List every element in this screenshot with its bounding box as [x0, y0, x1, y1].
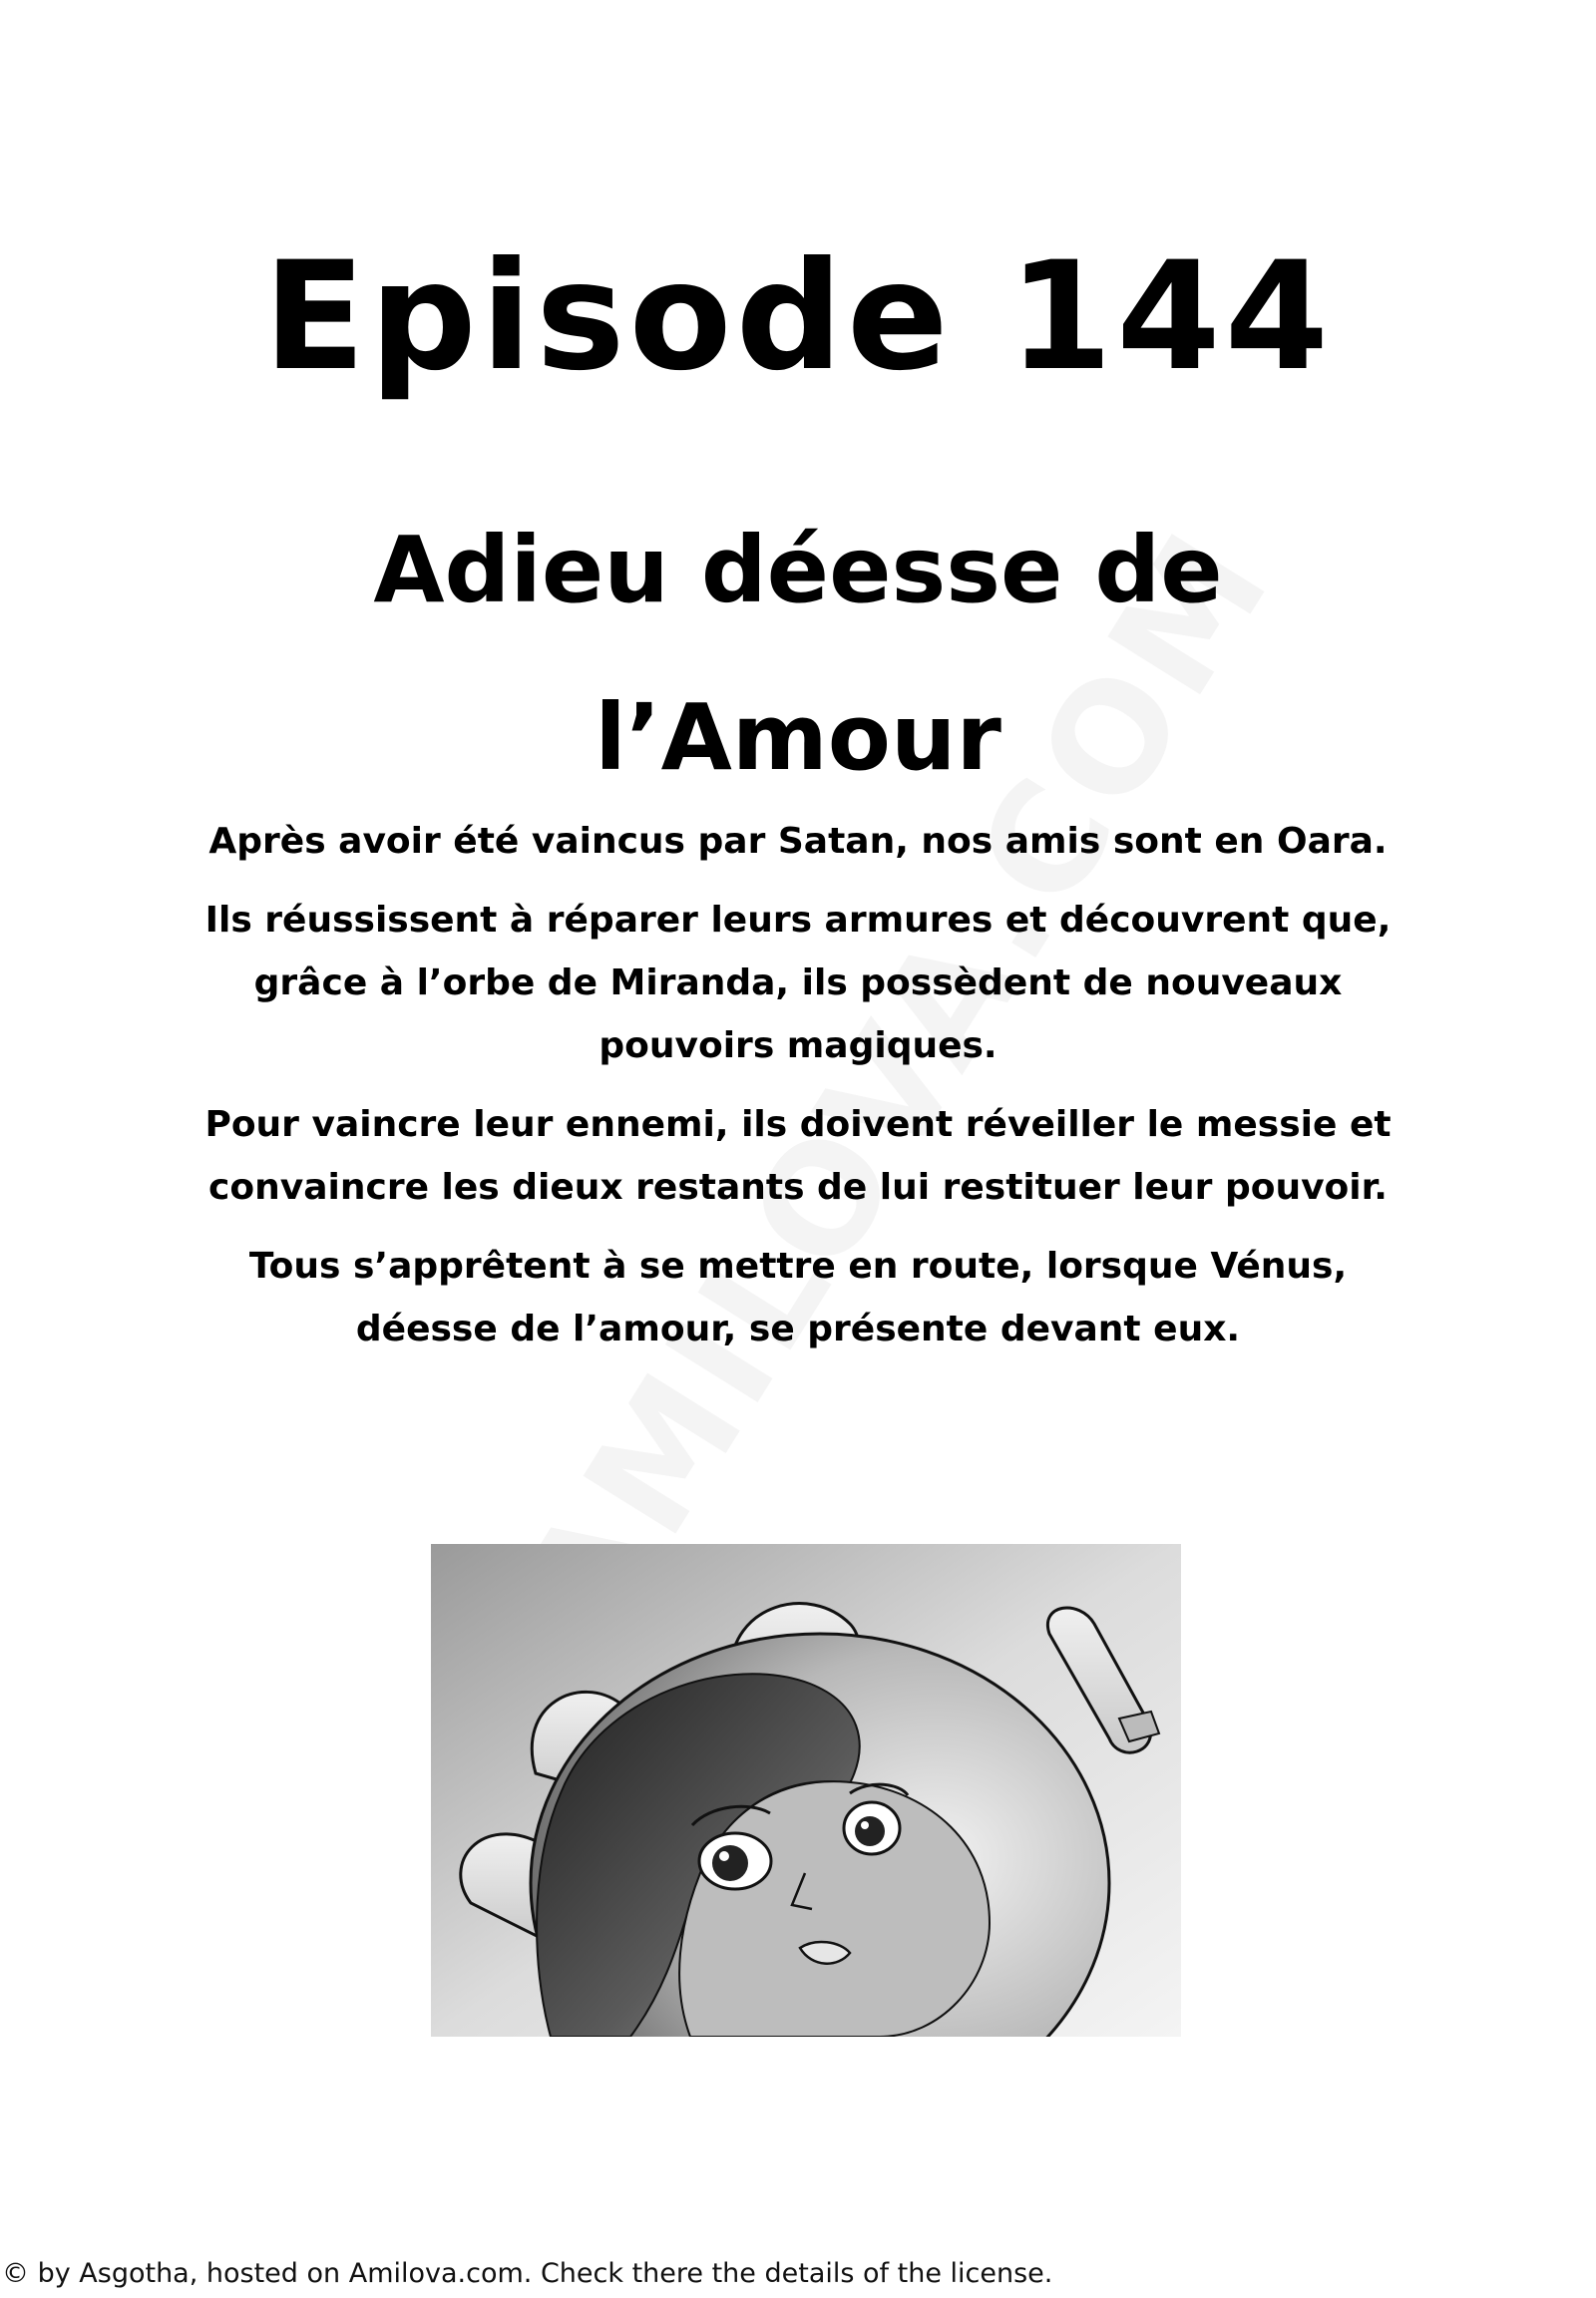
episode-summary	[190, 810, 1406, 1376]
episode-title: Episode 144	[262, 230, 1334, 404]
comic-panel-illustration	[431, 1544, 1181, 2037]
summary-paragraph: Pour vaincre leur ennemi, ils doivent réveiller le messie et convaincre les dieux restants de lui restituer leur pouvoir.	[204, 1104, 1392, 1208]
summary-paragraph: Après avoir été vaincus par Satan, nos amis sont en Oara.	[208, 821, 1388, 862]
license-footer: © by Asgotha, hosted on Amilova.com. Check there the details of the license.	[2, 2258, 1053, 2289]
episode-subtitle: Adieu déesse de l’Amour	[373, 517, 1223, 791]
summary-paragraph: Tous s’apprêtent à se mettre en route, lorsque Vénus, déesse de l’amour, se présente devant eux.	[248, 1246, 1348, 1349]
summary-paragraph: Ils réussissent à réparer leurs armures et découvrent que, grâce à l’orbe de Miranda, ils possèdent de nouveaux pouvoirs magiques.	[204, 900, 1392, 1066]
